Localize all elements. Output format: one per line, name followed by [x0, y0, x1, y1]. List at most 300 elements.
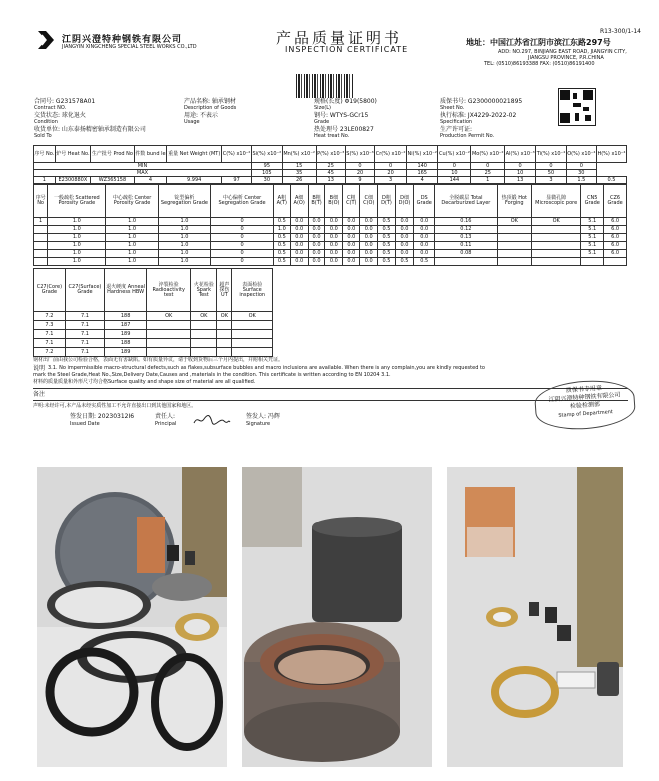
usage-en: Usage: [184, 119, 200, 125]
table-header-cell: DS Grade: [414, 185, 435, 218]
table-cell: 0.0: [290, 226, 308, 234]
table-cell: 1.0: [48, 250, 106, 258]
table-cell: [217, 339, 232, 348]
table-cell: 0.0: [343, 234, 360, 242]
table-row: [34, 163, 627, 170]
table-cell: 26: [282, 177, 316, 184]
table-cell: [497, 258, 532, 266]
table-header-cell: Cu(%) x10⁻²: [438, 146, 471, 163]
table-cell: 13: [505, 177, 536, 184]
table-cell: 0.0: [414, 218, 435, 226]
table-cell: 5.1: [581, 226, 604, 234]
telephone: TEL: (0510)86193388 FAX: (0510)86191400: [484, 61, 595, 67]
sold-to-en: Sold To: [34, 133, 52, 139]
table-header-cell: 火花检验 Spark Test: [191, 269, 217, 312]
goods-name: 产品名称: 轴承钢材: [184, 98, 236, 105]
table-cell: 7.1: [34, 330, 66, 339]
table-cell: [217, 321, 232, 330]
title-cn: 产品质量证明书: [276, 29, 403, 47]
table-cell: [191, 330, 217, 339]
table-header-cell: 炉号 Heat No.: [55, 146, 91, 163]
table-cell: 7.2: [34, 312, 66, 321]
table-header-cell: 显微孔隙 Microscopic pore: [532, 185, 581, 218]
table-cell: 0.0: [308, 250, 325, 258]
table-cell: 0.0: [343, 242, 360, 250]
table-cell: 97: [222, 177, 252, 184]
table-cell: 0: [438, 163, 471, 170]
table-cell: [497, 242, 532, 250]
sheet-no: 质保书号: G2300000021895: [440, 98, 523, 105]
size: 规格(长度) Φ19(5800): [314, 98, 377, 105]
table-cell: 0.0: [325, 226, 343, 234]
table-cell: 6.0: [604, 242, 627, 250]
page-number: R13-300/1-14: [599, 28, 641, 35]
table-cell: 0.16: [435, 218, 497, 226]
product-photo-3: [447, 467, 623, 767]
table-header-cell: 全脱碳层 Total Decarburized Layer: [435, 185, 497, 218]
table-cell: [232, 339, 273, 348]
table-header-cell: 退火硬度 Anneal Hardness HBW: [105, 269, 147, 312]
table-header-cell: Ni(%) x10⁻²: [407, 146, 438, 163]
heat-treat-no-en: Heat treat No.: [314, 133, 350, 139]
table-cell: 0.0: [360, 250, 378, 258]
table-cell: 5.1: [581, 250, 604, 258]
table-cell: 0.5: [378, 242, 396, 250]
table-cell: OK: [532, 218, 581, 226]
table-cell: [191, 339, 217, 348]
table-cell: 30: [566, 170, 596, 177]
table-cell: 0.0: [395, 250, 413, 258]
table-cell: 0.0: [414, 234, 435, 242]
table-cell: 5.1: [581, 218, 604, 226]
table-header-cell: 热顶锻 Hot Forging: [497, 185, 532, 218]
contract-no: 合同号: G231578A01: [34, 98, 96, 105]
table-cell: [532, 242, 581, 250]
table-cell: [217, 330, 232, 339]
table-cell: 10: [505, 170, 536, 177]
table-cell: 0.5: [378, 218, 396, 226]
table-header-cell: 件数 bund le: [134, 146, 166, 163]
table-cell: 0.0: [325, 250, 343, 258]
notes-line-1: 3.1. No impermissible macro-structural defects,such as flakes,subsurface bubbles and macro inclusions are available. When there is any complain,you are kindly requested to: [48, 365, 485, 371]
table-cell: 5.1: [581, 242, 604, 250]
table-cell: 1.0: [106, 218, 158, 226]
table-cell: 95: [251, 163, 282, 170]
table-cell: 0: [566, 163, 596, 170]
table-cell: 45: [316, 170, 345, 177]
table-cell: 189: [105, 330, 147, 339]
contract-no-en: Contract NO.: [34, 105, 67, 111]
table-cell: 50: [536, 170, 567, 177]
table-cell: 0: [211, 234, 274, 242]
table-cell: 0.11: [435, 242, 497, 250]
signer-en: Signature: [246, 421, 271, 427]
table-cell: 0: [536, 163, 567, 170]
notes-cn: 钢材出厂前由我公司检验合格，表面无有害缺陷。如有质量异议，请于收到货物后三个月内提出，并附相关凭证。: [33, 357, 284, 363]
company-name-cn: 江阴兴澄特种钢铁有限公司: [62, 35, 183, 45]
table-cell: 0.0: [325, 218, 343, 226]
issued-date: 签发日期: 20230312I6: [70, 413, 135, 420]
table-header-cell: B粗 B(T): [308, 185, 325, 218]
table-header-cell: 中心偏析 Center Segregation Grade: [211, 185, 274, 218]
notes-line-3: 材料的质量质量和外形尺寸均合格Surface quality and shape size of material are all qualified.: [33, 379, 256, 385]
production-permit-en: Production Permit No.: [440, 133, 495, 139]
table-cell: 0.0: [343, 250, 360, 258]
table-header-cell: 中心疏松 Center Porosity Grade: [106, 185, 158, 218]
table-header-cell: 序号 No.: [34, 146, 56, 163]
table-cell: 0.5: [378, 226, 396, 234]
table-cell: 0.0: [290, 242, 308, 250]
table-header-cell: 淬裂检验 Radioactivity test: [147, 269, 191, 312]
product-photo-2: [242, 467, 432, 767]
table-cell: 0: [505, 163, 536, 170]
table-cell: 0.0: [308, 242, 325, 250]
table-cell: MAX: [34, 170, 252, 177]
table-cell: [217, 348, 232, 357]
table-cell: 7.1: [34, 339, 66, 348]
table-cell: 4: [407, 177, 438, 184]
declaration: 声明:未经许可,本产品未经实质性加工不允许直接出口到其他国家和地区。: [33, 403, 197, 409]
table-cell: 15: [282, 163, 316, 170]
table-cell: 0.5: [378, 234, 396, 242]
table-row: [34, 242, 627, 250]
table-header-cell: D细 D(O): [395, 185, 413, 218]
table-cell: 0.13: [435, 234, 497, 242]
table-header-cell: H(%) x10⁻⁴: [596, 146, 626, 163]
principal-signature: [192, 412, 232, 426]
table-cell: 1.0: [106, 234, 158, 242]
table-header-cell: A粗 A(T): [273, 185, 290, 218]
table-cell: 1: [34, 218, 48, 226]
table-cell: 7.3: [34, 321, 66, 330]
table-cell: 0: [211, 242, 274, 250]
table-cell: 6.0: [604, 226, 627, 234]
barcode: [296, 74, 354, 98]
table-header-cell: Al(%) x10⁻³: [505, 146, 536, 163]
table-cell: 7.2: [34, 348, 66, 357]
table-row: [34, 312, 273, 321]
table-cell: 0.0: [414, 250, 435, 258]
table-header-cell: 表面检验 Surface inspection: [232, 269, 273, 312]
table-cell: 0.0: [308, 258, 325, 266]
table-cell: 0.0: [343, 218, 360, 226]
table-cell: [34, 258, 48, 266]
table-row: [34, 218, 627, 226]
table-cell: 1.5: [566, 177, 596, 184]
chemical-composition-table: [33, 145, 627, 184]
table-cell: [497, 226, 532, 234]
table-cell: 144: [438, 177, 471, 184]
table-cell: 0.0: [308, 218, 325, 226]
table-header-cell: Cr(%) x10⁻²: [375, 146, 407, 163]
table-cell: [532, 258, 581, 266]
remark-label: 备注: [33, 391, 46, 398]
table-header-cell: Si(%) x10⁻²: [251, 146, 282, 163]
table-header-cell: Ti(%) x10⁻⁴: [536, 146, 567, 163]
delivery-condition: 交货状态: 球化退火: [34, 112, 86, 119]
table-cell: 0.0: [343, 258, 360, 266]
table-cell: 20: [375, 170, 407, 177]
table-cell: 5.1: [581, 234, 604, 242]
table-header-cell: C(%) x10⁻²: [222, 146, 252, 163]
table-row: [34, 234, 627, 242]
table-header-cell: 锭型偏析 Segregation Grade: [158, 185, 211, 218]
table-row: [34, 339, 273, 348]
table-cell: 30: [251, 177, 282, 184]
table-cell: OK: [191, 312, 217, 321]
quality-stamp: 质保书专用章 江阴兴澄特种钢铁有限公司 检验检测部 Stamp of Department: [533, 378, 636, 433]
table-cell: 1.0: [158, 234, 211, 242]
table-cell: 0.0: [360, 242, 378, 250]
table-cell: 1.0: [158, 242, 211, 250]
table-cell: OK: [147, 312, 191, 321]
table-header-cell: B细 B(O): [325, 185, 343, 218]
heat-treat-no: 热处理号 23LE00827: [314, 126, 374, 133]
table-header-cell: CN5 Grade: [581, 185, 604, 218]
table-cell: 0: [345, 163, 374, 170]
table-row: [34, 348, 273, 357]
table-cell: [147, 348, 191, 357]
specification-en: Specification: [440, 119, 473, 125]
table-row: [34, 321, 273, 330]
table-cell: 3: [375, 177, 407, 184]
table-cell: [435, 258, 497, 266]
table-cell: [232, 330, 273, 339]
table-row: [34, 258, 627, 266]
sheet-no-en: Sheet No.: [440, 105, 465, 111]
table-cell: 0.0: [360, 218, 378, 226]
table-header-cell: Mn(%) x10⁻²: [282, 146, 316, 163]
table-header-cell: 重量 Net Weight (MT): [167, 146, 222, 163]
product-photo-1: [37, 467, 227, 767]
table-cell: 1.0: [48, 218, 106, 226]
table-cell: [34, 226, 48, 234]
table-cell: 7.1: [65, 330, 104, 339]
table-cell: 1: [34, 177, 56, 184]
table-cell: 1.0: [158, 218, 211, 226]
table-cell: 35: [282, 170, 316, 177]
table-cell: WZ365158: [91, 177, 135, 184]
table-cell: 0.0: [414, 242, 435, 250]
table-cell: 6.0: [604, 234, 627, 242]
table-cell: 0.0: [343, 226, 360, 234]
table-header-cell: O(%) x10⁻⁴: [566, 146, 596, 163]
table-cell: 13: [316, 177, 345, 184]
table-cell: [532, 234, 581, 242]
usage: 用途: 不表示: [184, 112, 218, 119]
company-name-en: JIANGYIN XINGCHENG SPECIAL STEEL WORKS CO.,LTD: [62, 44, 197, 50]
table-cell: [581, 258, 604, 266]
table-cell: 1.0: [158, 226, 211, 234]
table-cell: 0.5: [395, 258, 413, 266]
table-cell: OK: [232, 312, 273, 321]
table-cell: 0.5: [273, 250, 290, 258]
table-cell: 0.0: [308, 226, 325, 234]
table-cell: [191, 348, 217, 357]
table-cell: 0: [471, 163, 505, 170]
table-cell: 0: [375, 163, 407, 170]
table-cell: 0.08: [435, 250, 497, 258]
table-cell: [34, 242, 48, 250]
table-cell: 0.0: [290, 234, 308, 242]
qr-code: [558, 88, 596, 126]
table-cell: 1.0: [158, 258, 211, 266]
table-cell: 0.0: [395, 234, 413, 242]
table-cell: 187: [105, 321, 147, 330]
macro-micro-inspection-table: [33, 184, 627, 266]
issued-date-en: Issued Date: [70, 421, 100, 427]
table-cell: 188: [105, 312, 147, 321]
table-cell: 105: [251, 170, 282, 177]
table-cell: 0: [211, 218, 274, 226]
table-header-cell: A细 A(O): [290, 185, 308, 218]
table-header-cell: Mo(%) x10⁻²: [471, 146, 505, 163]
specification: 执行标准: JX4229-2022-02: [440, 112, 517, 119]
table-cell: 1.0: [106, 226, 158, 234]
table-cell: [147, 330, 191, 339]
table-cell: MIN: [34, 163, 252, 170]
table-cell: OK: [497, 218, 532, 226]
principal: 责任人:: [155, 413, 176, 420]
title-en: INSPECTION CERTIFICATE: [285, 45, 409, 54]
table-row: [34, 330, 273, 339]
table-cell: 0.5: [273, 258, 290, 266]
table-header-cell: S(%) x10⁻³: [345, 146, 374, 163]
table-row: [34, 226, 627, 234]
table-header-cell: 序号 No: [34, 185, 48, 218]
table-header-cell: C粗 C(T): [343, 185, 360, 218]
table-cell: 0.0: [290, 218, 308, 226]
table-cell: [497, 234, 532, 242]
goods-name-en: Description of Goods: [184, 105, 237, 111]
table-cell: 1.0: [106, 258, 158, 266]
table-cell: 0: [211, 226, 274, 234]
sold-to: 收货单位: 山东泰扬精密轴承制造有限公司: [34, 126, 146, 133]
table-cell: [34, 250, 48, 258]
table-cell: 1.0: [48, 258, 106, 266]
table-header-cell: D粗 D(T): [378, 185, 396, 218]
table-cell: 0.0: [290, 258, 308, 266]
table-cell: 0.0: [360, 258, 378, 266]
table-cell: 0.0: [360, 226, 378, 234]
table-cell: E2300880X: [55, 177, 91, 184]
table-cell: 0.0: [325, 258, 343, 266]
table-cell: 0.5: [273, 218, 290, 226]
table-cell: [147, 339, 191, 348]
table-cell: 0.0: [395, 218, 413, 226]
table-cell: 0.0: [414, 226, 435, 234]
notes-label: 说明: [33, 365, 46, 372]
table-cell: 1.0: [48, 226, 106, 234]
table-cell: 1: [471, 177, 505, 184]
table-cell: 3: [536, 177, 567, 184]
table-cell: 1.0: [48, 242, 106, 250]
address-en-2: JIANGSU PROVINCE, P.R.CHINA: [528, 55, 604, 61]
table-header-cell: C27(Core) Grade: [34, 269, 66, 312]
notes-line-2: mark the Steel Grade,Heat No.,Size,Delivery Date,Causes and ,materials in the condition. This certificate is written according to EN 10204 3.1.: [33, 372, 391, 378]
table-cell: 0.5: [378, 258, 396, 266]
table-cell: 0.5: [378, 250, 396, 258]
table-cell: 0.0: [325, 242, 343, 250]
delivery-condition-en: Condition: [34, 119, 58, 125]
table-header-cell: P(%) x10⁻³: [316, 146, 345, 163]
table-cell: [191, 321, 217, 330]
table-cell: 0.5: [414, 258, 435, 266]
table-cell: 0.0: [308, 234, 325, 242]
table-cell: [497, 250, 532, 258]
table-cell: 0: [211, 250, 274, 258]
production-permit: 生产许可证:: [440, 126, 473, 133]
table-cell: 1.0: [158, 250, 211, 258]
table-cell: 9.994: [167, 177, 222, 184]
table-cell: 0.0: [360, 234, 378, 242]
table-cell: 7.1: [65, 312, 104, 321]
table-cell: 25: [471, 170, 505, 177]
table-cell: 0: [211, 258, 274, 266]
table-cell: 25: [316, 163, 345, 170]
hardness-inspection-table: [33, 268, 273, 357]
table-cell: 10: [438, 170, 471, 177]
table-header-cell: CZ6 Grade: [604, 185, 627, 218]
size-en: Size(L): [314, 105, 331, 111]
table-cell: 0.5: [273, 234, 290, 242]
table-cell: 165: [407, 170, 438, 177]
table-cell: 1.0: [273, 226, 290, 234]
table-row: [34, 177, 627, 184]
table-cell: 189: [105, 348, 147, 357]
table-cell: [232, 321, 273, 330]
address-en-1: ADD: NO.297, BINJIANG EAST ROAD, JIANGYIN CITY,: [498, 49, 627, 55]
table-cell: 6.0: [604, 218, 627, 226]
table-row: [34, 250, 627, 258]
table-cell: 188: [105, 339, 147, 348]
table-cell: [232, 348, 273, 357]
table-cell: 6.0: [604, 250, 627, 258]
steel-grade-en: Grade: [314, 119, 330, 125]
signer: 签发人: 冯辉: [246, 413, 280, 420]
table-cell: [34, 234, 48, 242]
table-row: [34, 170, 627, 177]
table-cell: 1.0: [48, 234, 106, 242]
table-header-cell: 超声探伤 UT: [217, 269, 232, 312]
table-cell: 0.0: [290, 250, 308, 258]
table-cell: 1.0: [106, 242, 158, 250]
table-cell: 4: [134, 177, 166, 184]
table-cell: 20: [345, 170, 374, 177]
table-cell: [147, 321, 191, 330]
principal-en: Principal: [155, 421, 177, 427]
table-cell: 0.0: [325, 234, 343, 242]
table-header-cell: 生产批号 Prod No: [91, 146, 135, 163]
table-cell: 0.5: [273, 242, 290, 250]
table-cell: [532, 226, 581, 234]
table-header-cell: 一般疏松 Scattered Porosity Grade: [48, 185, 106, 218]
table-cell: 140: [407, 163, 438, 170]
table-header-cell: C细 C(O): [360, 185, 378, 218]
table-cell: [604, 258, 627, 266]
steel-grade: 钢号: WTYS-GCr15: [314, 112, 369, 119]
table-header-cell: C27(Surface) Grade: [65, 269, 104, 312]
table-cell: 0.0: [395, 242, 413, 250]
table-cell: OK: [217, 312, 232, 321]
table-cell: 7.1: [65, 348, 104, 357]
table-cell: [532, 250, 581, 258]
table-cell: 1.0: [106, 250, 158, 258]
company-logo: [36, 29, 56, 51]
address-cn: 地址：中国江苏省江阴市滨江东路297号: [466, 38, 611, 47]
table-cell: 7.1: [65, 321, 104, 330]
table-cell: 7.1: [65, 339, 104, 348]
